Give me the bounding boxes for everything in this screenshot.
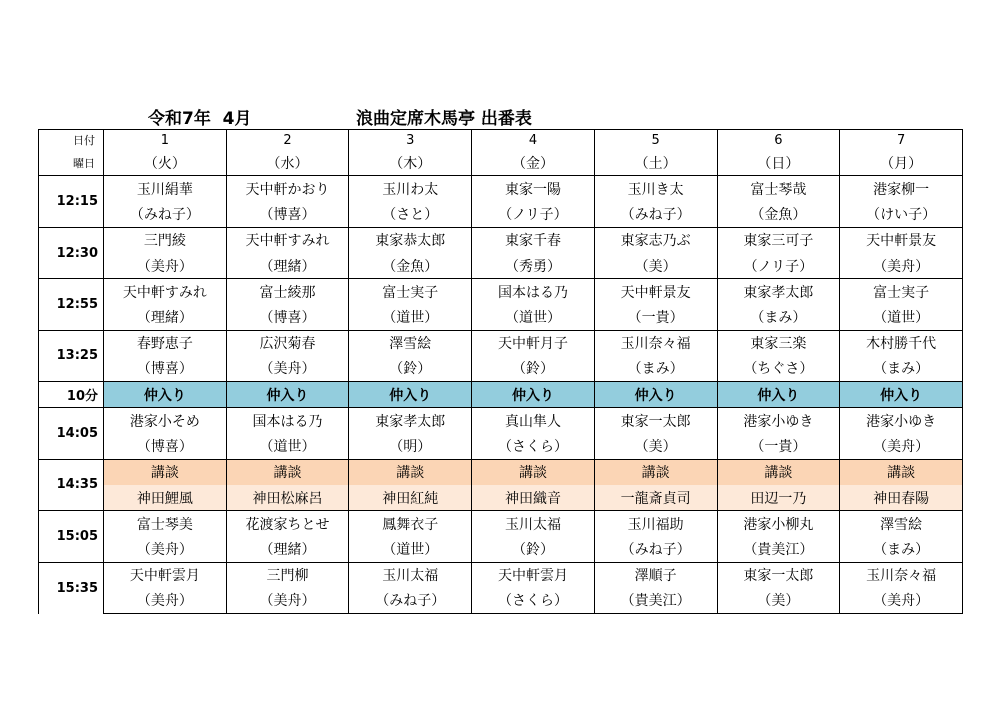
- date-label: 日付: [39, 130, 104, 151]
- kodan-performer: 神田鯉風: [104, 485, 227, 511]
- kodan-performer: 神田松麻呂: [226, 485, 349, 511]
- performer: 玉川わ太: [349, 176, 472, 202]
- slot-time: 12:30: [39, 227, 104, 278]
- day-number: 2: [226, 130, 349, 151]
- weekday: （火）: [104, 150, 227, 176]
- kodan-row: [39, 459, 963, 485]
- performer: 東家千春: [472, 227, 595, 253]
- kodan-label: 講談: [594, 459, 717, 485]
- kodan-performer: 一龍斎貞司: [594, 485, 717, 511]
- interval-label: 仲入り: [104, 382, 227, 408]
- accompanist: （理緒）: [104, 304, 227, 330]
- kodan-label: 講談: [472, 459, 595, 485]
- performer: 港家小柳丸: [717, 511, 840, 537]
- performer: 花渡家ちとせ: [226, 511, 349, 537]
- performer: 天中軒すみれ: [226, 227, 349, 253]
- performer: 三門綾: [104, 227, 227, 253]
- accompanist: （理緒）: [226, 253, 349, 279]
- slot-time: 15:35: [39, 562, 104, 613]
- accompanist: （一貴）: [717, 434, 840, 460]
- accompanist: （美舟）: [840, 434, 963, 460]
- accompanist: （鈴）: [472, 536, 595, 562]
- performer: 東家一陽: [472, 176, 595, 202]
- performer: 国本はる乃: [226, 408, 349, 434]
- kodan-label: 講談: [840, 459, 963, 485]
- performer: 天中軒かおり: [226, 176, 349, 202]
- performer: 玉川絹華: [104, 176, 227, 202]
- date-row: [39, 130, 963, 151]
- performer: 東家三可子: [717, 227, 840, 253]
- accompanist-row: [39, 434, 963, 460]
- performer: 玉川太福: [349, 562, 472, 588]
- performer: 木村勝千代: [840, 330, 963, 356]
- accompanist: （鈴）: [472, 356, 595, 382]
- performer: 玉川奈々福: [594, 330, 717, 356]
- weekday-label: 曜日: [39, 150, 104, 176]
- accompanist-row: [39, 304, 963, 330]
- interval-label: 仲入り: [717, 382, 840, 408]
- interval-label: 仲入り: [349, 382, 472, 408]
- day-number: 1: [104, 130, 227, 151]
- weekday: （木）: [349, 150, 472, 176]
- accompanist: （ノリ子）: [717, 253, 840, 279]
- day-number: 6: [717, 130, 840, 151]
- accompanist: （美）: [717, 588, 840, 614]
- slot-time: 15:05: [39, 511, 104, 562]
- kodan-label: 講談: [349, 459, 472, 485]
- accompanist: （道世）: [472, 304, 595, 330]
- accompanist-row: [39, 536, 963, 562]
- performer: 真山隼人: [472, 408, 595, 434]
- schedule-title: 浪曲定席木馬亭 出番表: [356, 109, 532, 129]
- interval-label: 仲入り: [594, 382, 717, 408]
- weekday: （月）: [840, 150, 963, 176]
- kodan-performer-row: [39, 485, 963, 511]
- performer: 天中軒景友: [840, 227, 963, 253]
- slot-time: 12:15: [39, 176, 104, 227]
- day-number: 5: [594, 130, 717, 151]
- accompanist: （ちぐさ）: [717, 356, 840, 382]
- accompanist: （秀勇）: [472, 253, 595, 279]
- accompanist: （博喜）: [226, 202, 349, 228]
- kodan-performer: 神田織音: [472, 485, 595, 511]
- slot-row: [39, 408, 963, 434]
- slot-time: 14:05: [39, 408, 104, 459]
- day-number: 3: [349, 130, 472, 151]
- slot-row: [39, 562, 963, 588]
- accompanist: （みね子）: [349, 588, 472, 614]
- weekday-row: [39, 150, 963, 176]
- accompanist: （金魚）: [717, 202, 840, 228]
- accompanist: （みね子）: [594, 202, 717, 228]
- performer: 広沢菊春: [226, 330, 349, 356]
- accompanist: （一貴）: [594, 304, 717, 330]
- performer: 春野恵子: [104, 330, 227, 356]
- performer: 三門柳: [226, 562, 349, 588]
- accompanist: （美）: [594, 434, 717, 460]
- performer: 港家小ゆき: [840, 408, 963, 434]
- performer: 澤順子: [594, 562, 717, 588]
- interval-label: 仲入り: [840, 382, 963, 408]
- performer: 港家小ゆき: [717, 408, 840, 434]
- accompanist: （道世）: [349, 304, 472, 330]
- interval-row: [39, 382, 963, 408]
- performer: 東家孝太郎: [349, 408, 472, 434]
- kodan-performer: 田辺一乃: [717, 485, 840, 511]
- accompanist: （道世）: [840, 304, 963, 330]
- weekday: （日）: [717, 150, 840, 176]
- kodan-label: 講談: [226, 459, 349, 485]
- accompanist: （貴美江）: [594, 588, 717, 614]
- slot-time: 12:55: [39, 279, 104, 330]
- accompanist: （鈴）: [349, 356, 472, 382]
- accompanist: （美舟）: [104, 253, 227, 279]
- accompanist: （みね子）: [104, 202, 227, 228]
- performer: 東家恭太郎: [349, 227, 472, 253]
- month-title: 令和7年 4月: [148, 109, 252, 129]
- performer: 天中軒雲月: [104, 562, 227, 588]
- performer: 東家一太郎: [594, 408, 717, 434]
- accompanist: （美舟）: [104, 536, 227, 562]
- accompanist: （美舟）: [226, 356, 349, 382]
- schedule-table: [38, 129, 963, 614]
- performer: 東家三楽: [717, 330, 840, 356]
- slot-time: 13:25: [39, 330, 104, 381]
- slot-row: [39, 176, 963, 202]
- performer: 富士綾那: [226, 279, 349, 305]
- accompanist: （博喜）: [104, 356, 227, 382]
- performer: 澤雪絵: [840, 511, 963, 537]
- performer: 富士琴哉: [717, 176, 840, 202]
- accompanist: （みね子）: [594, 536, 717, 562]
- accompanist-row: [39, 356, 963, 382]
- accompanist: （博喜）: [104, 434, 227, 460]
- performer: 富士実子: [840, 279, 963, 305]
- accompanist: （さくら）: [472, 588, 595, 614]
- accompanist: （けい子）: [840, 202, 963, 228]
- kodan-performer: 神田紅純: [349, 485, 472, 511]
- accompanist: （金魚）: [349, 253, 472, 279]
- slot-row: [39, 227, 963, 253]
- performer: 国本はる乃: [472, 279, 595, 305]
- accompanist: （さくら）: [472, 434, 595, 460]
- accompanist: （美舟）: [840, 253, 963, 279]
- accompanist: （まみ）: [717, 304, 840, 330]
- kodan-performer: 神田春陽: [840, 485, 963, 511]
- performer: 玉川太福: [472, 511, 595, 537]
- accompanist: （理緒）: [226, 536, 349, 562]
- accompanist-row: [39, 202, 963, 228]
- day-number: 7: [840, 130, 963, 151]
- weekday: （水）: [226, 150, 349, 176]
- performer: 澤雪絵: [349, 330, 472, 356]
- accompanist: （美舟）: [104, 588, 227, 614]
- performer: 富士実子: [349, 279, 472, 305]
- accompanist: （貴美江）: [717, 536, 840, 562]
- performer: 富士琴美: [104, 511, 227, 537]
- accompanist: （美舟）: [226, 588, 349, 614]
- performer: 天中軒すみれ: [104, 279, 227, 305]
- performer: 東家孝太郎: [717, 279, 840, 305]
- interval-label: 仲入り: [226, 382, 349, 408]
- kodan-label: 講談: [717, 459, 840, 485]
- performer: 天中軒月子: [472, 330, 595, 356]
- accompanist-row: [39, 588, 963, 614]
- accompanist: （美舟）: [840, 588, 963, 614]
- accompanist: （道世）: [349, 536, 472, 562]
- performer: 玉川き太: [594, 176, 717, 202]
- accompanist: （まみ）: [594, 356, 717, 382]
- slot-time: 14:35: [39, 459, 104, 510]
- accompanist-row: [39, 253, 963, 279]
- accompanist: （まみ）: [840, 536, 963, 562]
- weekday: （土）: [594, 150, 717, 176]
- performer: 天中軒景友: [594, 279, 717, 305]
- performer: 天中軒雲月: [472, 562, 595, 588]
- weekday: （金）: [472, 150, 595, 176]
- slot-row: [39, 279, 963, 305]
- day-number: 4: [472, 130, 595, 151]
- accompanist: （美）: [594, 253, 717, 279]
- performer: 東家一太郎: [717, 562, 840, 588]
- kodan-label: 講談: [104, 459, 227, 485]
- accompanist: （明）: [349, 434, 472, 460]
- accompanist: （博喜）: [226, 304, 349, 330]
- accompanist: （道世）: [226, 434, 349, 460]
- accompanist: （まみ）: [840, 356, 963, 382]
- accompanist: （ノリ子）: [472, 202, 595, 228]
- performer: 港家小そめ: [104, 408, 227, 434]
- performer: 玉川福助: [594, 511, 717, 537]
- interval-label: 仲入り: [472, 382, 595, 408]
- slot-row: [39, 330, 963, 356]
- performer: 玉川奈々福: [840, 562, 963, 588]
- interval-time: 10分: [39, 382, 104, 408]
- performer: 東家志乃ぶ: [594, 227, 717, 253]
- accompanist: （さと）: [349, 202, 472, 228]
- performer: 港家柳一: [840, 176, 963, 202]
- slot-row: [39, 511, 963, 537]
- performer: 鳳舞衣子: [349, 511, 472, 537]
